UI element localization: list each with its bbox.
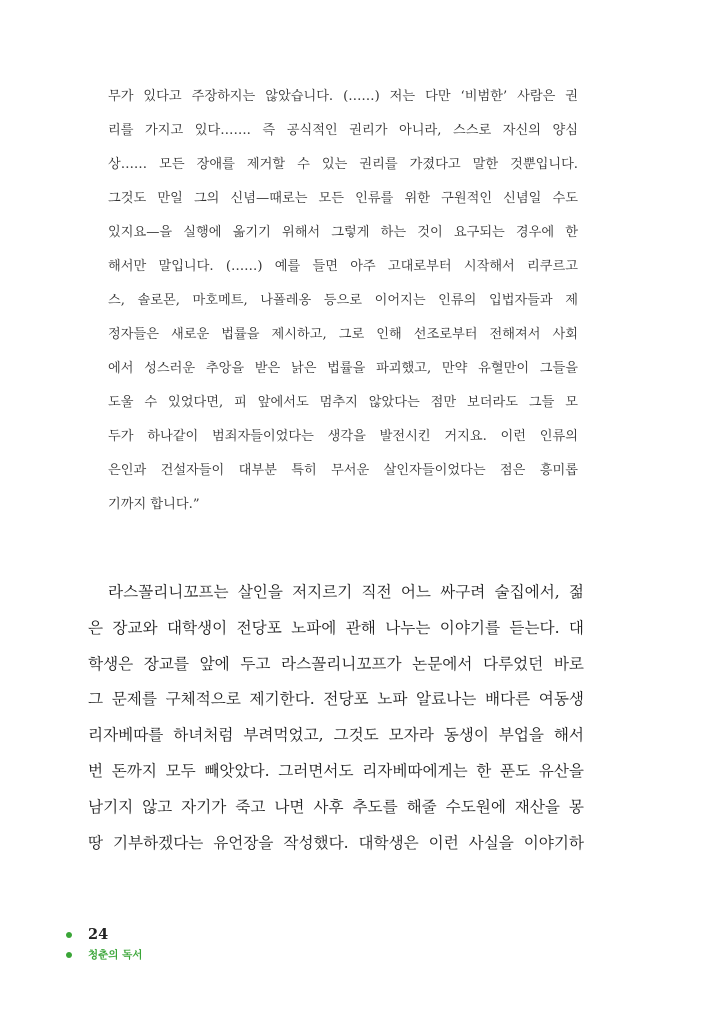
body-paragraph bbox=[88, 575, 584, 861]
quote-line: 두가 하나같이 범죄자들이었다는 생각을 발전시킨 거지요. 이런 인류의 bbox=[108, 429, 578, 444]
paragraph-line: 라스꼴리니꼬프는 살인을 저지르기 직전 어느 싸구려 술집에서, 젊 bbox=[108, 583, 584, 601]
quote-line: 스, 솔로몬, 마호메트, 나폴레옹 등으로 이어지는 인류의 입법자들과 제 bbox=[108, 293, 578, 308]
page-footer bbox=[66, 924, 266, 964]
paragraph-line: 리자베따를 하녀처럼 부려먹었고, 그것도 모자라 동생이 부업을 해서 bbox=[88, 726, 584, 745]
quote-line: 그것도 만일 그의 신념—때로는 모든 인류를 위한 구원적인 신념일 수도 bbox=[108, 191, 578, 206]
page-number: 24 bbox=[88, 926, 109, 943]
paragraph-line: 남기지 않고 자기가 죽고 나면 사후 추도를 해줄 수도원에 재산을 몽 bbox=[88, 797, 584, 816]
bullet-dot-icon bbox=[66, 952, 72, 958]
quote-line: 해서만 말입니다. (……) 예를 들면 아주 고대로부터 시작해서 리쿠르고 bbox=[108, 259, 578, 274]
quote-line: 도울 수 있었다면, 피 앞에서도 멈추지 않았다는 점만 보더라도 그들 모 bbox=[108, 395, 578, 410]
paragraph-line: 땅 기부하겠다는 유언장을 작성했다. 대학생은 이런 사실을 이야기하 bbox=[88, 833, 584, 852]
paragraph-line: 번 돈까지 모두 빼앗았다. 그러면서도 리자베따에게는 한 푼도 유산을 bbox=[88, 761, 584, 780]
quote-line: 은인과 건설자들이 대부분 특히 무서운 살인자들이었다는 점은 흥미롭 bbox=[108, 463, 578, 478]
paragraph-line: 은 장교와 대학생이 전당포 노파에 관해 나누는 이야기를 듣는다. 대 bbox=[88, 618, 584, 637]
quote-line: 상…… 모든 장애를 제거할 수 있는 권리를 가졌다고 말한 것뿐입니다. bbox=[108, 157, 578, 172]
quote-line: 리를 가지고 있다……. 즉 공식적인 권리가 아니라, 스스로 자신의 양심 bbox=[108, 123, 578, 138]
quote-line: 무가 있다고 주장하지는 않았습니다. (……) 저는 다만 ‘비범한’ 사람은 권 bbox=[108, 89, 578, 104]
quote-line: 정자들은 새로운 법률을 제시하고, 그로 인해 선조로부터 전해져서 사회 bbox=[108, 327, 578, 342]
bullet-dot-icon bbox=[66, 932, 72, 938]
quote-line: 에서 성스러운 추앙을 받은 낡은 법률을 파괴했고, 만약 유혈만이 그들을 bbox=[108, 361, 578, 376]
paragraph-line: 그 문제를 구체적으로 제기한다. 전당포 노파 알료나는 배다른 여동생 bbox=[88, 690, 584, 709]
paragraph-line: 학생은 장교를 앞에 두고 라스꼴리니꼬프가 논문에서 다루었던 바로 bbox=[88, 654, 584, 673]
book-title: 청춘의 독서 bbox=[88, 949, 143, 961]
quote-line: 기까지 합니다.” bbox=[108, 497, 200, 512]
block-quote bbox=[108, 80, 578, 522]
quote-line: 있지요—을 실행에 옮기기 위해서 그렇게 하는 것이 요구되는 경우에 한 bbox=[108, 225, 578, 240]
